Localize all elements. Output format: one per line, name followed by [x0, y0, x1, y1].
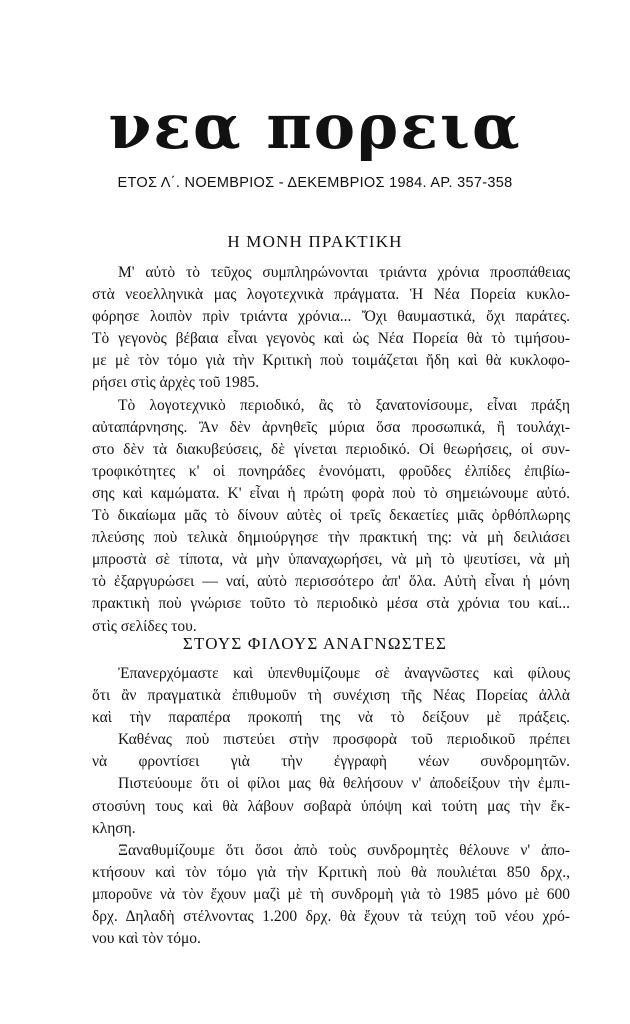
text-line: Τὸ λογοτεχνικὸ περιοδικό, ἂς τὸ ξανατονίσουμε, εἶναι πράξη — [118, 396, 570, 414]
text-line: Πιστεύουμε ὅτι οἱ φίλοι μας θὰ θελήσουν ν' ἀποδείξουν τὴν ἐμπι- — [118, 775, 570, 793]
text-line: νὰ φροντίσει γιὰ τὴν ἐγγραφὴ νέων συνδρομητῶν. — [92, 753, 570, 771]
text-line: τροφικότητες κ' οἱ πονηράδες ἑνονόματι, φροῦδες ἐλπίδες ἐπιβίω- — [92, 462, 570, 480]
text-line: καὶ τὴν παραπέρα προκοπή της νὰ τὸ δείξουν μὲ πράξεις. — [92, 709, 570, 727]
section2-body — [92, 663, 570, 950]
text-line: στὰ νεοελληνικὰ μας λογοτεχνικὰ πράγματα. Ἡ Νέα Πορεία κυκλο- — [92, 286, 570, 304]
text-line: ρήσει στὶς ἀρχὲς τοῦ 1985. — [92, 374, 260, 392]
text-line: Μ' αὐτὸ τὸ τεῦχος συμπληρώνονται τριάντα χρόνια προσπάθειας — [118, 264, 570, 281]
text-line: αὐταπάρνησης. Ἂν δὲν ἀρνηθεῖς μύρια ὅσα προσωπικά, ἢ τουλάχι- — [92, 418, 570, 436]
text-line: μπροστὰ σὲ τίποτα, νὰ μὴν ὑπαναχωρήσει, νὰ μὴ τὸ ψευτίσει, νὰ μὴ — [92, 551, 570, 569]
text-line: κληση. — [92, 819, 136, 837]
text-line: στοσύνη τους καὶ θὰ λάβουν σοβαρὰ ὑπόψη καὶ τούτη μας τὴν ἔκ- — [92, 797, 570, 815]
text-line: Τὸ δικαίωμα μᾶς τὸ δίνουν αὐτὲς οἱ τρεῖς δεκαετίες μιᾶς ὀρθόπλωρης — [92, 507, 570, 525]
text-line: φόρησε λοιπὸν πρὶν τριάντα χρόνια... Ὄχι θαυμαστικά, ὄχι παράτες. — [92, 308, 570, 326]
text-line: πλεύσης ποὺ τελικὰ δημιούργησε τὴν πρακτική της: νὰ μὴ δειλιάσει — [92, 529, 570, 547]
text-line: σης καὶ καμώματα. Κ' εἶναι ἡ πρώτη φορὰ ποὺ τὸ σημειώνουμε αὐτό. — [92, 484, 570, 502]
masthead-title: νεα πορεια — [108, 90, 522, 163]
text-line: τὸ ἐξαργυρώσει — ναί, αὐτὸ περισσότερο ἀπ' ὅλα. Αὐτὴ εἶναι ἡ μόνη — [92, 573, 570, 591]
text-line: Ἐπανερχόμαστε καὶ ὑπενθυμίζουμε σὲ ἀναγνῶστες καὶ φίλους — [118, 665, 570, 682]
text-line: με μὲ τὸν τόμο γιὰ τὴν Κριτικὴ ποὺ τοιμάζεται ἤδη καὶ θὰ κυκλοφο- — [92, 352, 570, 370]
text-line: νου καὶ τὸν τόμο. — [92, 930, 201, 948]
text-line: στο δὲν τὰ διακυβεύσεις, δὲ γίνεται περιοδικό. Οἱ θεωρήσεις, οἱ συν- — [92, 440, 570, 458]
text-line: δρχ. Δηλαδὴ στέλνοντας 1.200 δρχ. θὰ ἔχουν τὰ τεύχη τοῦ νέου χρό- — [92, 908, 570, 926]
text-line: Καθένας ποὺ πιστεύει στὴν προσφορὰ τοῦ περιοδικοῦ πρέπει — [118, 731, 570, 749]
text-line: ὅτι ἂν πραγματικὰ ἐπιθυμοῦν τὴ συνέχιση τῆς Νέας Πορείας ἀλλὰ — [92, 687, 570, 705]
text-line: Τὸ γεγονὸς βέβαια εἶναι γεγονὸς καὶ ὡς Νέα Πορεία θὰ τὸ τιμήσου- — [92, 330, 570, 348]
text-line: κτήσουν καὶ τὸν τόμο γιὰ τὴν Κριτικὴ ποὺ θὰ πουλιέται 850 δρχ., — [92, 863, 570, 881]
text-line: στὶς σελίδες του. — [92, 617, 197, 635]
section2-heading: ΣΤΟΥΣ ΦΙΛΟΥΣ ΑΝΑΓΝΩΣΤΕΣ — [182, 634, 448, 653]
text-line: Ξαναθυμίζουμε ὅτι ὅσοι ἀπὸ τοὺς συνδρομητὲς θέλουνε ν' ἀπο- — [118, 841, 570, 859]
issue-line: ΕΤΟΣ Λ΄. ΝΟΕΜΒΡΙΟΣ - ΔΕΚΕΜΒΡΙΟΣ 1984. ΑΡ. 357-358 — [117, 175, 513, 191]
section1-body — [92, 262, 570, 638]
section1-heading: Η ΜΟΝΗ ΠΡΑΚΤΙΚΗ — [227, 232, 403, 251]
text-line: μποροῦνε νὰ τὸν ἔχουν μαζὶ μὲ τὴ συνδρομὴ γιὰ τὸ 1985 μόνο μὲ 600 — [92, 885, 570, 903]
text-line: πρακτικὴ ποὺ γνώρισε τοῦτο τὸ περιοδικὸ μέσα στὰ χρόνια του καί... — [92, 595, 570, 613]
